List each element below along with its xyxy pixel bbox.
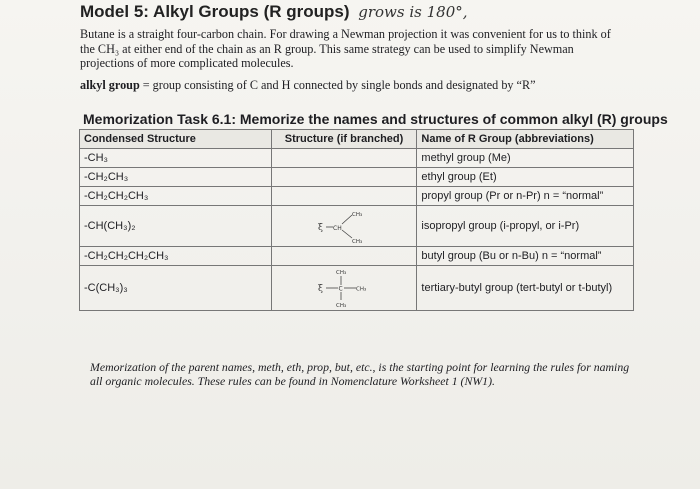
- table-row: [80, 247, 634, 266]
- condensed-cell: -CH₂CH₂CH₃: [80, 187, 272, 206]
- isopropyl-structure-drawing: [314, 206, 374, 246]
- name-cell: tertiary-butyl group (tert-butyl or t-butyl): [417, 266, 634, 311]
- tert-butyl-structure-drawing: [312, 266, 376, 310]
- table-row: [80, 168, 634, 187]
- memorization-note: Memorization of the parent names, meth, eth, prop, but, etc., is the starting point for learning the rules for naming all organic molecules. These rules can be found in Nomenclature Worksheet 1 (NW1).: [90, 360, 630, 388]
- table-row: [80, 187, 634, 206]
- page-title: [80, 2, 468, 22]
- bond-line: [342, 230, 352, 238]
- structure-cell: [271, 247, 417, 266]
- table-row: [80, 149, 634, 168]
- structure-cell: [271, 168, 417, 187]
- table-row: [80, 266, 634, 311]
- column-header-name: Name of R Group (abbreviations): [417, 130, 634, 149]
- condensed-cell: -C(CH₃)₃: [80, 266, 272, 311]
- wavy-bond-mark: ξ: [318, 223, 323, 233]
- structure-cell: [271, 187, 417, 206]
- ch3-label-right: CH₃: [356, 286, 367, 293]
- wavy-bond-mark: ξ: [318, 284, 323, 294]
- ch3-label-top: CH₃: [352, 212, 363, 218]
- name-cell: ethyl group (Et): [417, 168, 634, 187]
- bond-line: [342, 215, 352, 224]
- ch3-label-bottom: CH₃: [336, 303, 347, 309]
- c-label: C: [338, 285, 343, 293]
- name-cell: butyl group (Bu or n-Bu) n = “normal”: [417, 247, 634, 266]
- title-text: Model 5: Alkyl Groups (R groups): [80, 2, 350, 21]
- structure-cell: [271, 149, 417, 168]
- name-cell: isopropyl group (i-propyl, or i-Pr): [417, 206, 634, 247]
- structure-cell: [271, 266, 417, 311]
- alkyl-groups-table: [79, 129, 634, 311]
- condensed-cell: -CH(CH₃)₂: [80, 206, 272, 247]
- ch3-label-top: CH₃: [336, 270, 347, 276]
- condensed-cell: -CH₂CH₃: [80, 168, 272, 187]
- intro-paragraph: Butane is a straight four-carbon chain. For drawing a Newman projection it was convenient for us to think of the CH₃ at either end of the chain as an R group. This same strategy can be used to simplify Newman projections of more complicated molecules.: [80, 27, 611, 70]
- structure-cell: [271, 206, 417, 247]
- condensed-cell: -CH₂CH₂CH₂CH₃: [80, 247, 272, 266]
- ch3-label-bottom: CH₃: [352, 239, 363, 245]
- ch-label: CH: [333, 225, 342, 232]
- handwritten-note: grows is 180°,: [358, 3, 468, 21]
- definition-text: = group consisting of C and H connected by single bonds and designated by “R”: [139, 78, 536, 92]
- task-heading: Memorization Task 6.1: Memorize the names and structures of common alkyl (R) groups: [83, 111, 668, 127]
- table-header-row: [80, 130, 634, 149]
- condensed-cell: -CH₃: [80, 149, 272, 168]
- name-cell: methyl group (Me): [417, 149, 634, 168]
- name-cell: propyl group (Pr or n-Pr) n = “normal”: [417, 187, 634, 206]
- column-header-structure: Structure (if branched): [271, 130, 417, 149]
- definition-term: alkyl group: [80, 78, 140, 92]
- table-row: [80, 206, 634, 247]
- alkyl-group-definition: [80, 78, 620, 93]
- column-header-condensed: Condensed Structure: [80, 130, 272, 149]
